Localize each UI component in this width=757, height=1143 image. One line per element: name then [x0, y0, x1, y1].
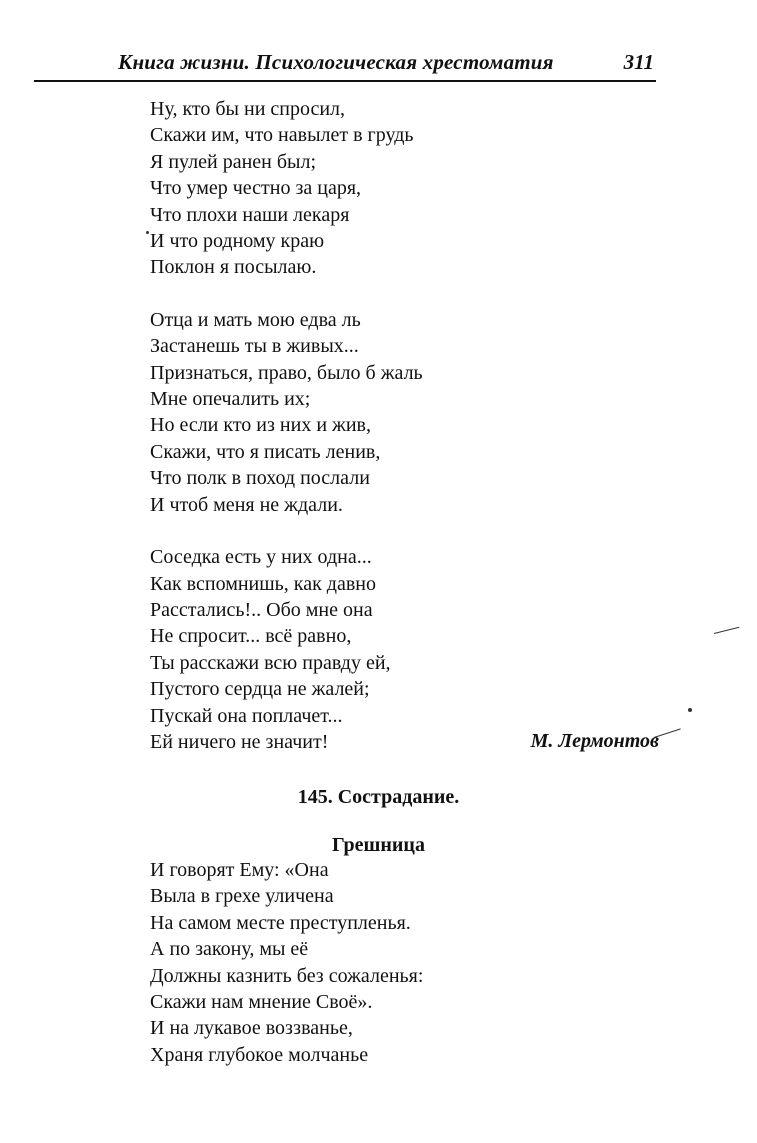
poem-line: На самом месте преступленья. [150, 911, 411, 934]
poem-line: А по закону, мы её [150, 938, 309, 961]
poem-line: И на лукавое воззванье, [150, 1017, 353, 1040]
running-header [34, 44, 656, 82]
poem-line: Ну, кто бы ни спросил, [150, 98, 346, 120]
poem-line: Соседка есть у них одна... [150, 546, 372, 569]
stanza-2 [150, 307, 650, 518]
poem-line: Скажи, что я писать ленив, [150, 440, 381, 463]
scan-speck-mark [714, 627, 739, 634]
poem-line: И что родному краю [150, 230, 325, 253]
poem-title: Грешница [332, 834, 425, 856]
poem-line: Ей ничего не значит! [150, 730, 329, 753]
poem-line: Я пулей ранен был; [150, 150, 317, 173]
stanza-3 [150, 544, 650, 755]
header-title: Книга жизни. Психологическая хрестоматия [118, 50, 554, 74]
poem-line: Расстались!.. Обо мне она [150, 598, 373, 621]
poem-line: Скажи нам мнение Своё». [150, 991, 373, 1014]
poem-line: Ты расскажи всю правду ей, [150, 651, 391, 674]
poem-line: Что полк в поход послали [150, 467, 370, 490]
poem-line: Поклон я посылаю. [150, 256, 317, 279]
poem-line: Признаться, право, было б жаль [150, 361, 423, 384]
poem-line: Что плохи наши лекаря [150, 203, 350, 226]
section-title: 145. Сострадание. [297, 786, 460, 808]
poem-line: Выла в грехе уличена [150, 885, 334, 908]
poem-line: Застанешь ты в живых... [150, 335, 359, 358]
poem-line: Храня глубокое молчанье [150, 1043, 369, 1066]
scan-speck-dot [688, 708, 692, 712]
poem-line: И говорят Ему: «Она [150, 859, 329, 881]
poem-line: Но если кто из них и жив, [150, 414, 371, 437]
scan-speck-dot [146, 231, 149, 234]
poem-line: Отца и мать мою едва ль [150, 308, 361, 331]
poem-line: Что умер честно за царя, [150, 177, 362, 200]
poem-lermontov [150, 96, 650, 781]
poem-author: М. Лермонтов [530, 730, 659, 752]
poem-line: Пускай она поплачет... [150, 704, 343, 727]
poem-line: Скажи им, что навылет в грудь [150, 124, 414, 147]
poem-line: Мне опечалить их; [150, 388, 311, 411]
poem-line: И чтоб меня не ждали. [150, 493, 343, 516]
stanza-1 [150, 96, 650, 281]
poem-line: Пустого сердца не жалей; [150, 678, 370, 701]
poem-line: Как вспомнишь, как давно [150, 572, 376, 595]
poem-line: Не спросит... всё равно, [150, 625, 352, 648]
poem-sinner [150, 857, 650, 1068]
page-number: 311 [623, 50, 654, 74]
poem-line: Должны казнить без сожаленья: [150, 964, 424, 987]
